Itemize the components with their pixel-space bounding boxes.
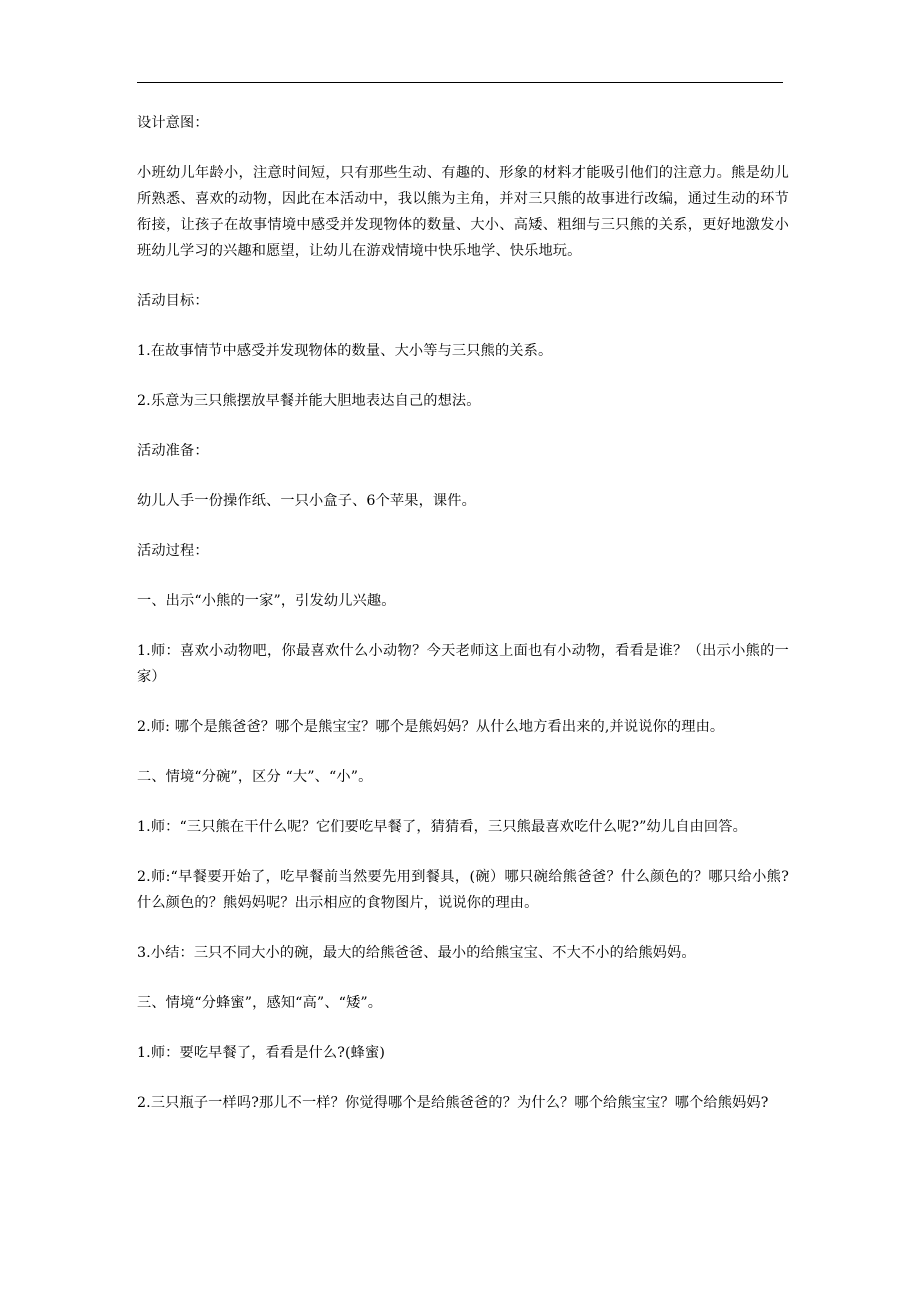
process-item: 2.三只瓶子一样吗?那儿不一样？你觉得哪个是给熊爸爸的？为什么？哪个给熊宝宝？哪个给熊妈妈? bbox=[137, 1095, 769, 1111]
section-heading-1: 一、出示“小熊的一家”，引发幼儿兴趣。 bbox=[137, 593, 396, 609]
header-rule bbox=[137, 82, 783, 83]
heading-activity-goals: 活动目标： bbox=[137, 293, 209, 309]
goal-item-1: 1.在故事情节中感受并发现物体的数量、大小等与三只熊的关系。 bbox=[137, 343, 553, 359]
document-body bbox=[137, 110, 789, 1140]
paragraph-preparation: 幼儿人手一份操作纸、一只小盒子、6个苹果，课件。 bbox=[137, 493, 476, 509]
heading-activity-process: 活动过程： bbox=[137, 543, 209, 559]
process-item: 3.小结：三只不同大小的碗，最大的给熊爸爸、最小的给熊宝宝、不大不小的给熊妈妈。 bbox=[137, 945, 696, 961]
section-heading-2: 二、情境“分碗”，区分 “大”、“小”。 bbox=[137, 769, 373, 785]
goal-item-2: 2.乐意为三只熊摆放早餐并能大胆地表达自己的想法。 bbox=[137, 393, 481, 409]
section-heading-3: 三、情境“分蜂蜜”，感知“高”、“矮”。 bbox=[137, 995, 383, 1011]
process-item: 1.师：要吃早餐了，看看是什么?(蜂蜜) bbox=[137, 1045, 386, 1061]
heading-activity-preparation: 活动准备： bbox=[137, 443, 209, 459]
process-item: 1.师：“三只熊在干什么呢？它们要吃早餐了，猜猜看，三只熊最喜欢吃什么呢?”幼儿自由回答。 bbox=[137, 819, 747, 835]
process-item: 2.师:“早餐要开始了，吃早餐前当然要先用到餐具，(碗）哪只碗给熊爸爸？什么颜色的？哪只给小熊?什么颜色的？熊妈妈呢？出示相应的食物图片，说说你的理由。 bbox=[137, 869, 789, 911]
process-item: 1.师：喜欢小动物吧，你最喜欢什么小动物？今天老师这上面也有小动物，看看是谁？（出示小熊的一家） bbox=[137, 643, 789, 685]
heading-design-intent: 设计意图： bbox=[137, 115, 209, 131]
paragraph-design-intent: 小班幼儿年龄小，注意时间短，只有那些生动、有趣的、形象的材料才能吸引他们的注意力。熊是幼儿所熟悉、喜欢的动物，因此在本活动中，我以熊为主角，并对三只熊的故事进行改编，通过生动的环节衔接，让孩子在故事情境中感受并发现物体的数量、大小、高矮、粗细与三只熊的关系，更好地激发小班幼儿学习的兴趣和愿望，让幼儿在游戏情境中快乐地学、快乐地玩。 bbox=[137, 165, 789, 259]
process-item: 2.师: 哪个是熊爸爸？哪个是熊宝宝？哪个是熊妈妈？从什么地方看出来的,并说说你的理由。 bbox=[137, 719, 725, 735]
